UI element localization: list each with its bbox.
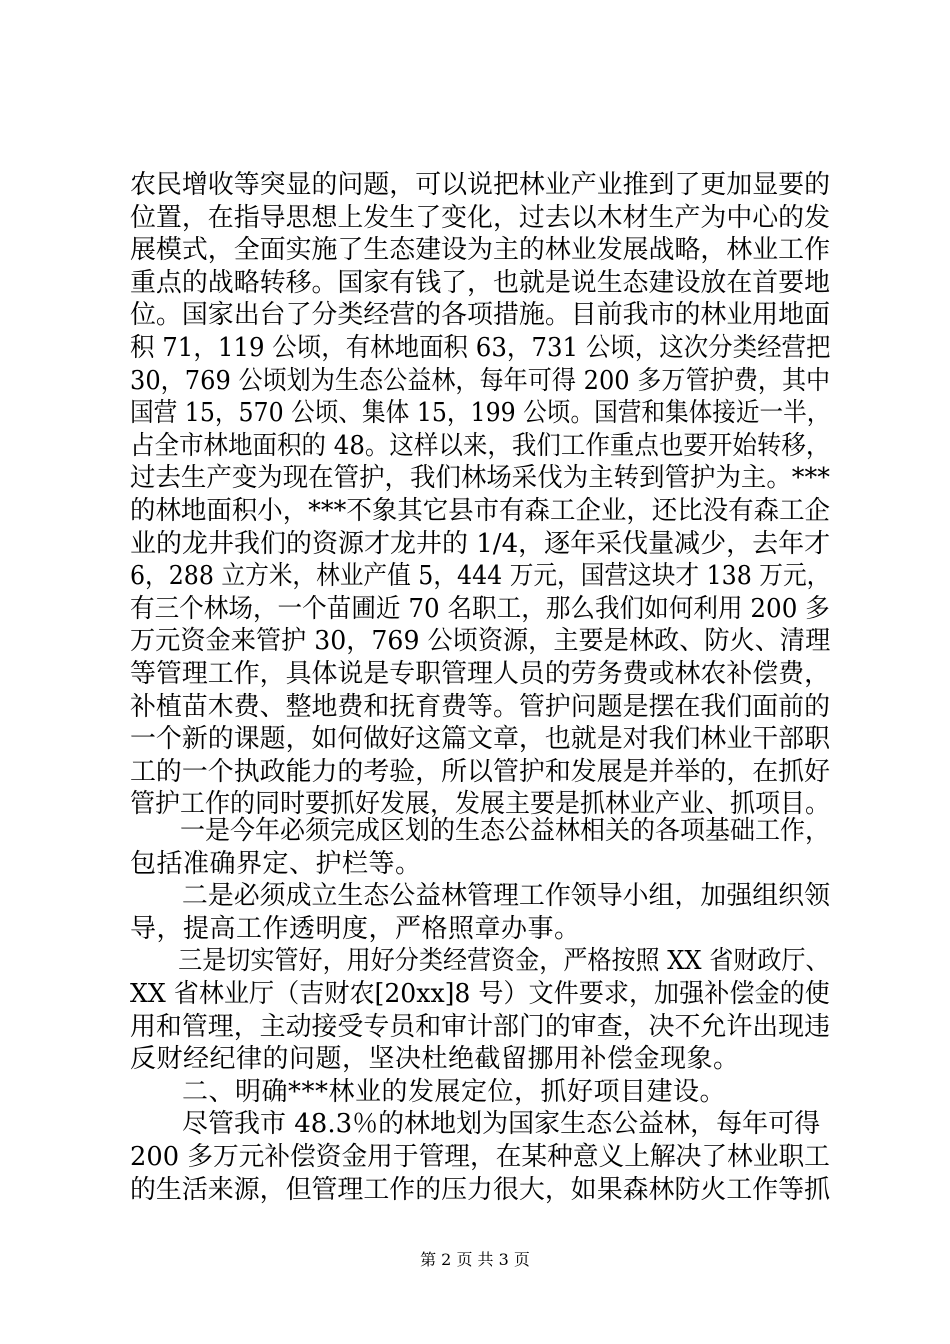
- text-line: 一是今年必须完成区划的生态公益林相关的各项基础工作，: [179, 816, 830, 846]
- text-line: 尽管我市 48.3％的林地划为国家生态公益林，每年可得: [182, 1109, 821, 1140]
- text-line: 一个新的课题，如何做好这篇文章，也就是对我们林业干部职: [130, 724, 831, 755]
- text-line: 过去生产变为现在管护，我们林场采伐为主转到管护为主。***: [130, 463, 831, 494]
- text-line: 二是必须成立生态公益林管理工作领导小组，加强组织领: [181, 881, 831, 912]
- text-line: 30，769 公顷划为生态公益林，每年可得 200 多万管护费，其中: [130, 365, 831, 396]
- text-line: 6，288 立方米，林业产值 5，444 万元，国营这块才 138 万元，: [130, 561, 831, 592]
- text-line: 等管理工作，具体说是专职管理人员的劳务费或林农补偿费，: [130, 658, 831, 689]
- body-paragraph-1: [130, 169, 830, 821]
- text-line: 导，提高工作透明度，严格照章办事。: [130, 913, 581, 944]
- text-line: 万元资金来管护 30，769 公顷资源，主要是林政、防火、清理: [130, 626, 831, 657]
- text-line: 展模式，全面实施了生态建设为主的林业发展战略，林业工作: [130, 235, 831, 266]
- text-line: 管护工作的同时要抓好发展，发展主要是抓林业产业、抓项目。: [130, 789, 830, 820]
- text-line: 反财经纪律的问题，坚决杜绝截留挪用补偿金现象。: [130, 1044, 740, 1075]
- text-line: 用和管理，主动接受专员和审计部门的审查，决不允许出现违: [130, 1011, 831, 1042]
- body-paragraph-2: [130, 815, 830, 1206]
- section-heading: 二、明确***林业的发展定位，抓好项目建设。: [182, 1076, 727, 1107]
- text-line: 国营 15，570 公顷、集体 15，199 公顷。国营和集体接近一半，: [130, 398, 831, 429]
- text-line: 位。国家出台了分类经营的各项措施。目前我市的林业用地面: [130, 300, 831, 331]
- text-line: XX 省林业厅（吉财农[20xx]8 号）文件要求，加强补偿金的使: [130, 978, 830, 1009]
- text-line: 三是切实管好，用好分类经营资金，严格按照 XX 省财政厅、: [178, 946, 830, 977]
- text-line: 占全市林地面积的 48。这样以来，我们工作重点也要开始转移，: [130, 430, 831, 461]
- text-line: 重点的战略转移。国家有钱了，也就是说生态建设放在首要地: [130, 267, 831, 298]
- page-number-footer: 第 2 页 共 3 页: [420, 1250, 530, 1269]
- text-line: 有三个林场，一个苗圃近 70 名职工，那么我们如何利用 200 多: [130, 593, 830, 624]
- text-line: 200 多万元补偿资金用于管理，在某种意义上解决了林业职工: [130, 1141, 830, 1172]
- text-line: 积 71，119 公顷，有林地面积 63，731 公顷，这次分类经营把: [130, 332, 831, 363]
- text-line: 的生活来源，但管理工作的压力很大，如果森林防火工作等抓: [130, 1174, 831, 1205]
- text-line: 补植苗木费、整地费和抚育费等。管护问题是摆在我们面前的: [130, 691, 831, 722]
- text-line: 农民增收等突显的问题，可以说把林业产业推到了更加显要的: [130, 170, 831, 200]
- text-line: 业的龙井我们的资源才龙井的 1/4，逐年采伐量减少，去年才: [130, 528, 831, 559]
- text-line: 包括准确界定、护栏等。: [130, 848, 422, 879]
- text-line: 位置，在指导思想上发生了变化，过去以木材生产为中心的发: [130, 202, 831, 233]
- text-line: 工的一个执政能力的考验，所以管护和发展是并举的，在抓好: [130, 756, 831, 787]
- text-line: 的林地面积小，***不象其它县市有森工企业，还比没有森工企: [130, 495, 831, 526]
